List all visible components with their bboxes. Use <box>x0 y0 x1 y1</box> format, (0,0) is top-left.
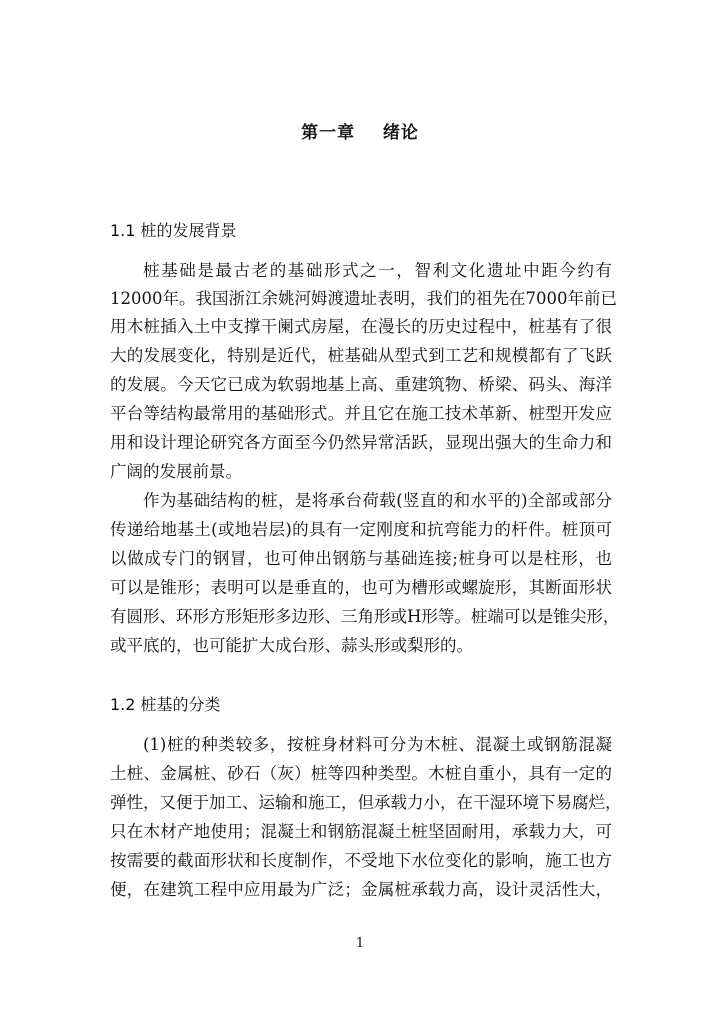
paragraph-line: 可以是锥形；表明可以是垂直的，也可为槽形或螺旋形，其断面形状 <box>110 578 612 597</box>
paragraph-line: 桩基础是最古老的基础形式之一，智利文化遗址中距今约有 <box>143 261 612 280</box>
paragraph-line: 大的发展变化，特别是近代，桩基础从型式到工艺和规模都有了飞跃 <box>110 346 612 365</box>
paragraph-line: 按需要的截面形状和长度制作，不受地下水位变化的影响，施工也方 <box>110 851 612 870</box>
paragraph-line: 广阔的发展前景。 <box>110 462 242 481</box>
paragraph-line: 用和设计理论研究各方面至今仍然异常活跃，显现出强大的生命力和 <box>110 433 612 452</box>
paragraph-line: 或平底的，也可能扩大成台形、蒜头形或梨形的。 <box>110 636 473 655</box>
chapter-title: 第一章 绪论 <box>301 123 419 143</box>
paragraph-line: (1)桩的种类较多，按桩身材料可分为木桩、混凝土或钢筋混凝 <box>143 735 612 754</box>
paragraph-line: 只在木材产地使用；混凝土和钢筋混凝土桩坚固耐用，承载力大，可 <box>110 822 612 841</box>
section-heading-1-2: 1.2 桩基的分类 <box>110 695 221 714</box>
paragraph-line: 有圆形、环形方形矩形多边形、三角形或H形等。桩端可以是锥尖形， <box>110 607 620 626</box>
paragraph-line: 弹性，又便于加工、运输和施工，但承载力小，在干湿环境下易腐烂， <box>110 793 622 812</box>
paragraph-line: 12000年。我国浙江余姚河姆渡遗址表明，我们的祖先在7000年前已 <box>110 289 617 308</box>
paragraph-line: 便，在建筑工程中应用最为广泛；金属桩承载力高，设计灵活性大， <box>110 880 612 899</box>
paragraph-line: 平台等结构最常用的基础形式。并且它在施工技术革新、桩型开发应 <box>110 404 612 423</box>
paragraph-line: 土桩、金属桩、砂石（灰）桩等四种类型。木桩自重小，具有一定的 <box>110 764 612 783</box>
paragraph-line: 以做成专门的钢冒，也可伸出钢筋与基础连接;桩身可以是柱形，也 <box>110 549 612 568</box>
page-number: 1 <box>355 936 365 951</box>
paragraph-line: 传递给地基土(或地岩层)的具有一定刚度和抗弯能力的杆件。桩顶可 <box>110 520 612 539</box>
paragraph-line: 用木桩插入土中支撑干阑式房屋，在漫长的历史过程中，桩基有了很 <box>110 317 612 336</box>
section-heading-1-1: 1.1 桩的发展背景 <box>110 221 237 240</box>
paragraph-line: 作为基础结构的桩，是将承台荷载(竖直的和水平的)全部或部分 <box>143 491 612 510</box>
paragraph-line: 的发展。今天它已成为软弱地基上高、重建筑物、桥梁、码头、海洋 <box>110 375 612 394</box>
